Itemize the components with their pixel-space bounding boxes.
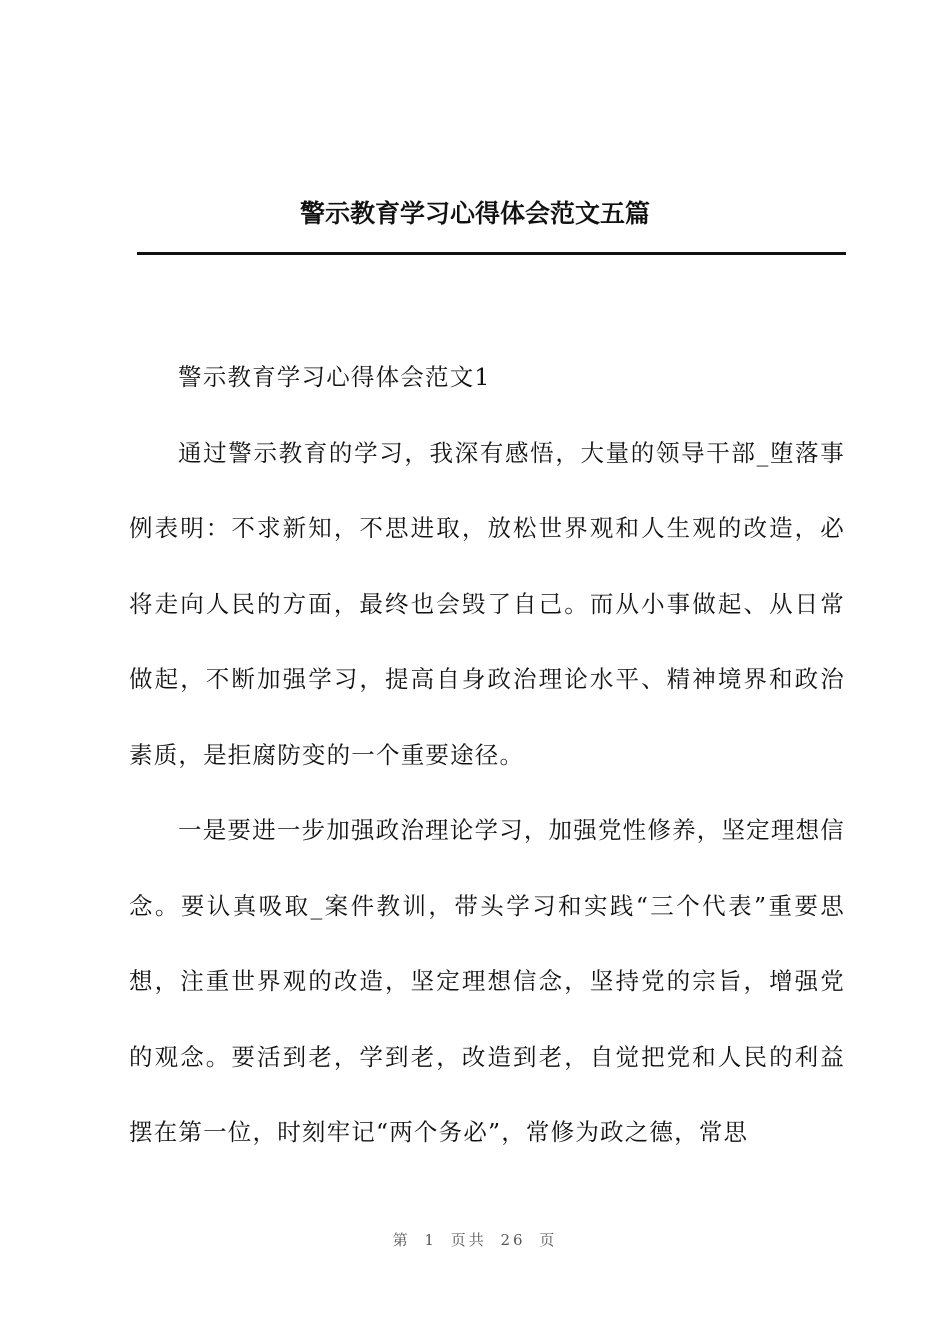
title-divider	[137, 252, 846, 255]
document-body	[129, 340, 845, 1171]
body-paragraph-1: 通过警示教育的学习，我深有感悟，大量的领导干部_堕落事例表明：不求新知，不思进取，放松世界观和人生观的改造，必将走向人民的方面，最终也会毁了自己。而从小事做起、从日常做起，不断加强学习，提高自身政治理论水平、精神境界和政治素质，是拒腐防变的一个重要途径。	[129, 438, 845, 769]
document-title: 警示教育学习心得体会范文五篇	[299, 199, 650, 228]
page-number-footer: 第 1 页共 26 页	[392, 1231, 558, 1249]
section-heading: 警示教育学习心得体会范文1	[178, 363, 491, 391]
body-paragraph-2: 一是要进一步加强政治理论学习，加强党性修养，坚定理想信念。要认真吸取_案件教训，带头学习和实践“三个代表”重要思想，注重世界观的改造，坚定理想信念，坚持党的宗旨，增强党的观念。要活到老，学到老，改造到老，自觉把党和人民的利益摆在第一位，时刻牢记“两个务必”，常修为政之德，常思	[129, 816, 845, 1146]
